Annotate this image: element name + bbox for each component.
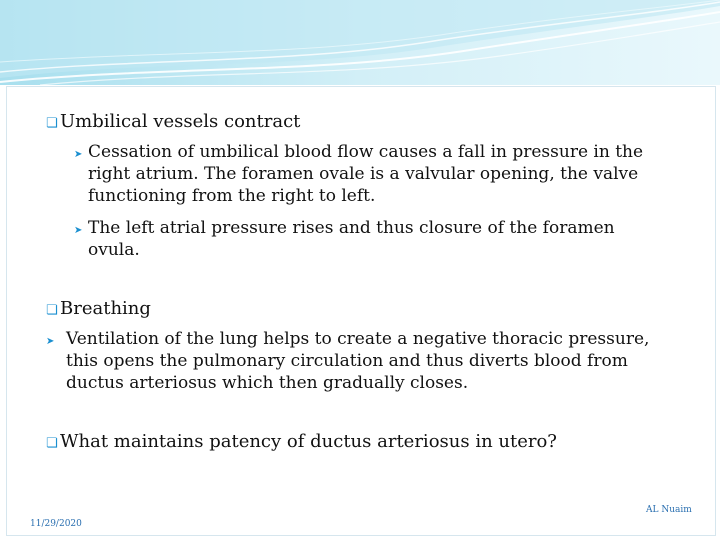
date-label: 11/29/2020 (30, 519, 82, 529)
heading-text: What maintains patency of ductus arteriosus in utero? (60, 431, 557, 452)
arrow-bullet-icon: ➤ (74, 225, 83, 236)
point-text: Cessation of umbilical blood flow causes a fall in pressure in the right atrium. The foramen ovale is a valvular opening, the valve functioning from the right to left. (88, 142, 644, 206)
section-heading (46, 431, 557, 455)
list-item (74, 141, 674, 207)
heading-text: Umbilical vessels contract (60, 111, 301, 132)
checkbox-bullet-icon: ❏ (46, 303, 58, 318)
list-item (74, 217, 674, 261)
section-heading (46, 111, 300, 135)
point-text: The left atrial pressure rises and thus closure of the foramen ovula. (88, 218, 615, 260)
section-heading (46, 298, 151, 322)
checkbox-bullet-icon: ❏ (46, 116, 58, 131)
checkbox-bullet-icon: ❏ (46, 436, 58, 451)
list-item (46, 328, 676, 394)
arrow-bullet-icon: ➤ (46, 336, 55, 347)
point-text: Ventilation of the lung helps to create a negative thoracic pressure, this opens the pulmonary circulation and thus diverts blood from ductus arteriosus which then gradually closes. (66, 329, 650, 393)
arrow-bullet-icon: ➤ (74, 149, 83, 160)
heading-text: Breathing (60, 298, 151, 319)
author-label: AL Nuaim (646, 505, 692, 515)
